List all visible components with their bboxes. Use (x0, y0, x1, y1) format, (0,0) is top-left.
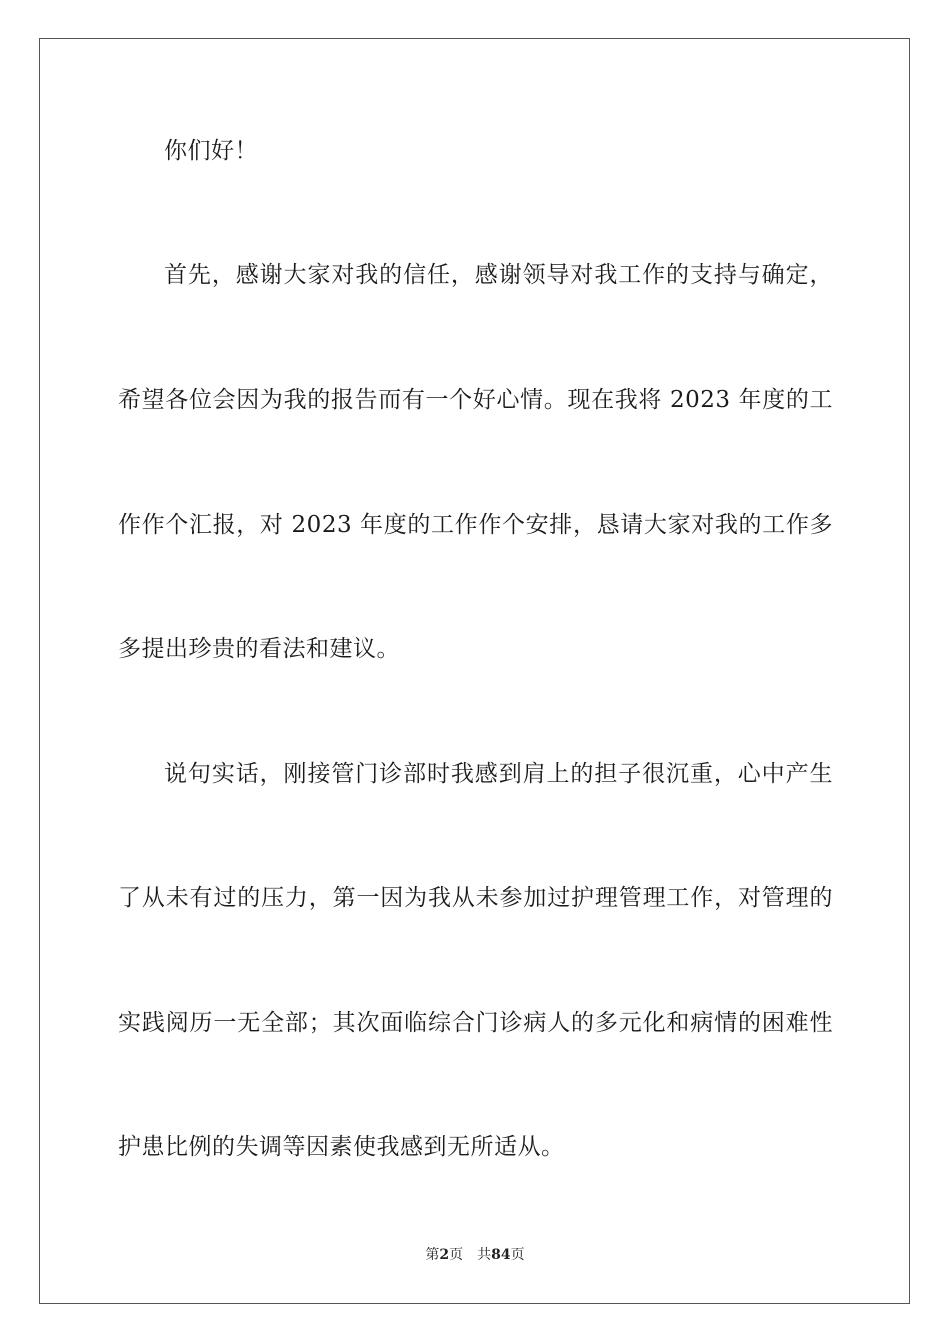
paragraph-1-line-3: 作作个汇报，对 2023 年度的工作作个安排，恳请大家对我的工作多 (118, 512, 833, 538)
footer-total-suffix: 页 (510, 1247, 525, 1263)
paragraph-2-line-1: 说句实话，刚接管门诊部时我感到肩上的担子很沉重，心中产生 (164, 761, 833, 787)
paragraph-2-line-4: 护患比例的失调等因素使我感到无所适从。 (118, 1134, 565, 1160)
paragraph-2-line-3: 实践阅历一无全部；其次面临综合门诊病人的多元化和病情的困难性 (118, 1010, 833, 1036)
paragraph-2-line-2: 了从未有过的压力，第一因为我从未参加过护理管理工作，对管理的 (118, 885, 833, 911)
paragraph-1-line-2: 希望各位会因为我的报告而有一个好心情。现在我将 2023 年度的工 (118, 387, 833, 413)
greeting-line: 你们好！ (164, 138, 258, 164)
footer-total-prefix: 共 (477, 1247, 492, 1263)
footer-page-prefix: 第 (425, 1247, 440, 1263)
footer-page-suffix: 页 (449, 1247, 464, 1263)
paragraph-1-line-1: 首先，感谢大家对我的信任，感谢领导对我工作的支持与确定， (164, 262, 833, 288)
footer-page-number: 2 (439, 1247, 450, 1263)
page-border (39, 38, 910, 1304)
paragraph-1-line-4: 多提出珍贵的看法和建议。 (118, 636, 400, 662)
footer-total-pages: 84 (491, 1247, 511, 1263)
page-footer (0, 1245, 950, 1265)
